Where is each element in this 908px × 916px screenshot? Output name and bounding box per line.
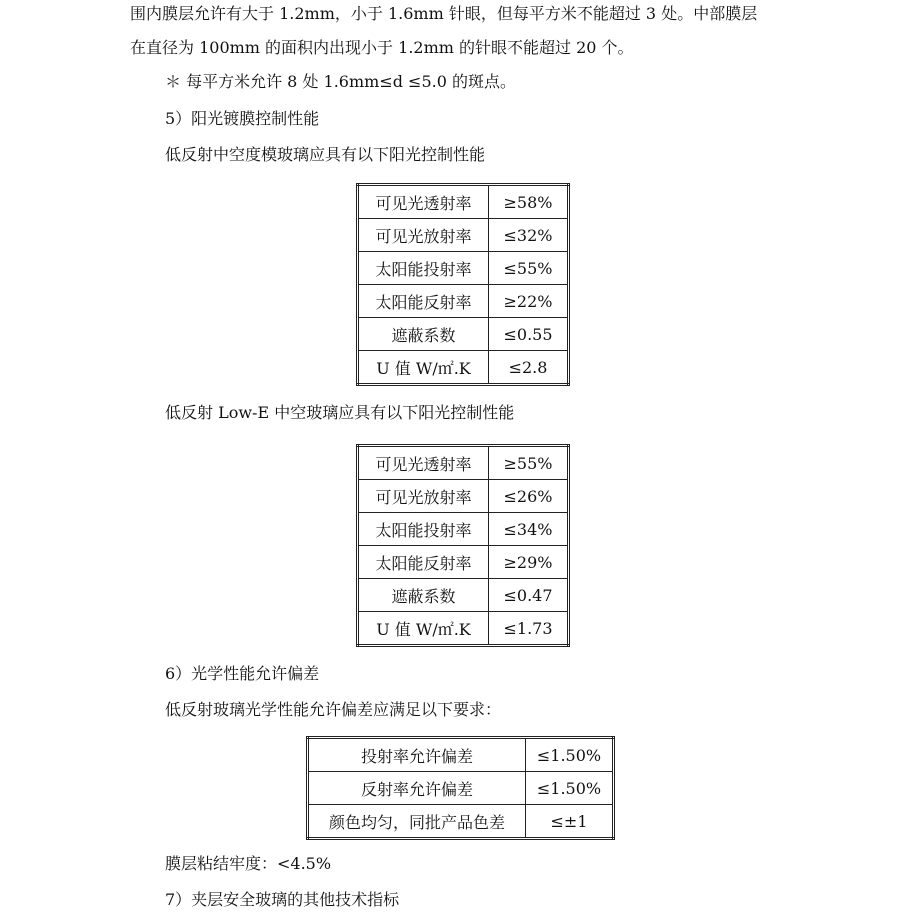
table-cell-label: 可见光透射率: [358, 185, 489, 219]
table-cell-value: ≤0.55: [489, 318, 569, 351]
paragraph-film-pinholes: 围内膜层允许有大于 1.2mm，小于 1.6mm 针眼，但每平方米不能超过 3 处。中部膜层: [130, 4, 758, 23]
table-row: [358, 612, 569, 646]
heading-laminated-glass: 7）夹层安全玻璃的其他技术指标: [165, 890, 400, 909]
table-cell-label: 反射率允许偏差: [308, 772, 526, 805]
table-cell-value: ≤2.8: [489, 351, 569, 385]
table-row: [358, 446, 569, 480]
table-cell-label: 遮蔽系数: [358, 579, 489, 612]
table-row: [358, 318, 569, 351]
table-cell-label: U 值 W/㎡.K: [358, 612, 489, 646]
table-cell-label: 投射率允许偏差: [308, 738, 526, 772]
table-cell-value: ≤±1: [526, 805, 614, 839]
table-cell-value: ≤1.73: [489, 612, 569, 646]
table-cell-label: 太阳能投射率: [358, 513, 489, 546]
heading-solar-control: 5）阳光镀膜控制性能: [165, 109, 320, 128]
table-optical-tolerance: [306, 736, 615, 840]
table-cell-value: ≥55%: [489, 446, 569, 480]
table-cell-label: 遮蔽系数: [358, 318, 489, 351]
table-row: [358, 579, 569, 612]
table-row: [358, 351, 569, 385]
table-cell-label: 太阳能反射率: [358, 285, 489, 318]
table-row: [358, 513, 569, 546]
table-cell-label: 可见光放射率: [358, 480, 489, 513]
table-cell-value: ≥22%: [489, 285, 569, 318]
table-cell-label: 太阳能反射率: [358, 546, 489, 579]
table-cell-value: ≥58%: [489, 185, 569, 219]
table-cell-value: ≤1.50%: [526, 772, 614, 805]
table-row: [358, 219, 569, 252]
table-cell-label: 可见光放射率: [358, 219, 489, 252]
table-cell-value: ≥29%: [489, 546, 569, 579]
table-cell-value: ≤34%: [489, 513, 569, 546]
table-row: [308, 805, 614, 839]
table-row: [358, 252, 569, 285]
table-row: [358, 480, 569, 513]
paragraph-adhesion: 膜层粘结牢度：<4.5%: [165, 854, 332, 873]
table-cell-value: ≤55%: [489, 252, 569, 285]
paragraph-optical-intro: 低反射玻璃光学性能允许偏差应满足以下要求：: [165, 700, 502, 719]
table-row: [308, 772, 614, 805]
table-row: [358, 185, 569, 219]
table-cell-label: U 值 W/㎡.K: [358, 351, 489, 385]
table-cell-label: 颜色均匀，同批产品色差: [308, 805, 526, 839]
table-cell-label: 太阳能投射率: [358, 252, 489, 285]
table-cell-label: 可见光透射率: [358, 446, 489, 480]
table-cell-value: ≤1.50%: [526, 738, 614, 772]
table-low-reflection: [356, 183, 570, 386]
table-cell-value: ≤32%: [489, 219, 569, 252]
table-row: [308, 738, 614, 772]
table-row: [358, 285, 569, 318]
table-low-e: [356, 444, 570, 647]
paragraph-low-e-intro: 低反射 Low-E 中空玻璃应具有以下阳光控制性能: [165, 403, 515, 422]
heading-optical-tolerance: 6）光学性能允许偏差: [165, 664, 320, 683]
paragraph-low-reflection-intro: 低反射中空度模玻璃应具有以下阳光控制性能: [165, 145, 486, 164]
table-row: [358, 546, 569, 579]
table-cell-value: ≤0.47: [489, 579, 569, 612]
paragraph-spots: ＊ 每平方米允许 8 处 1.6mm≤d ≤5.0 的斑点。: [165, 72, 516, 91]
paragraph-pinhole-limit: 在直径为 100mm 的面积内出现小于 1.2mm 的针眼不能超过 20 个。: [130, 38, 634, 57]
table-cell-value: ≤26%: [489, 480, 569, 513]
